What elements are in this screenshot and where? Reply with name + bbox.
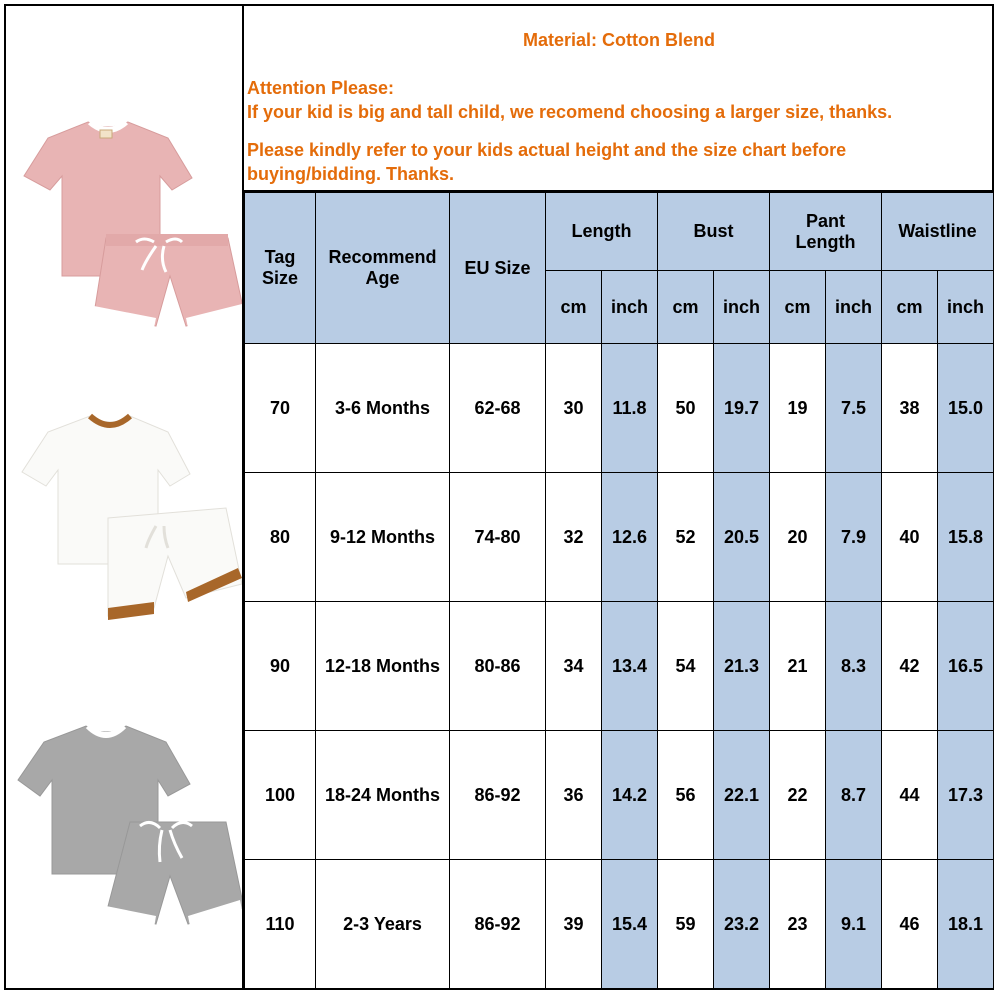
product-images-panel <box>4 4 244 990</box>
header-pant-length: Pant Length <box>770 193 882 271</box>
length-inch-cell: 15.4 <box>602 860 658 989</box>
pink-outfit-icon <box>10 110 242 336</box>
age-cell: 2-3 Years <box>316 860 450 989</box>
waist-cm-cell: 44 <box>882 731 938 860</box>
header-unit-inch: inch <box>938 271 994 344</box>
bust-cm-cell: 52 <box>658 473 714 602</box>
eu-size-cell: 74-80 <box>450 473 546 602</box>
attention-title: Attention Please: <box>247 78 395 98</box>
header-tag-size: Tag Size <box>245 193 316 344</box>
waist-cm-cell: 46 <box>882 860 938 989</box>
pant-cm-cell: 20 <box>770 473 826 602</box>
bust-inch-cell: 22.1 <box>714 731 770 860</box>
waist-cm-cell: 38 <box>882 344 938 473</box>
bust-cm-cell: 59 <box>658 860 714 989</box>
age-cell: 12-18 Months <box>316 602 450 731</box>
header-eu-size: EU Size <box>450 193 546 344</box>
table-row <box>245 860 994 989</box>
refer-line-1: Please kindly refer to your kids actual height and the size chart before <box>247 140 847 160</box>
material-title: Material: Cotton Blend <box>523 30 715 50</box>
attention-text: If your kid is big and tall child, we recomend choosing a larger size, thanks. <box>247 102 893 122</box>
table-row <box>245 344 994 473</box>
white-brown-outfit-icon <box>8 408 242 630</box>
attention-notice <box>247 76 892 124</box>
length-cm-cell: 39 <box>546 860 602 989</box>
bust-inch-cell: 21.3 <box>714 602 770 731</box>
length-inch-cell: 11.8 <box>602 344 658 473</box>
waist-inch-cell: 17.3 <box>938 731 994 860</box>
bust-cm-cell: 54 <box>658 602 714 731</box>
tag-size-cell: 100 <box>245 731 316 860</box>
length-cm-cell: 32 <box>546 473 602 602</box>
waist-cm-cell: 42 <box>882 602 938 731</box>
waist-inch-cell: 18.1 <box>938 860 994 989</box>
pant-inch-cell: 7.5 <box>826 344 882 473</box>
refer-line-2: buying/bidding. Thanks. <box>247 164 454 184</box>
pant-inch-cell: 9.1 <box>826 860 882 989</box>
length-inch-cell: 14.2 <box>602 731 658 860</box>
header-waistline: Waistline <box>882 193 994 271</box>
header-recommend-age: Recommend Age <box>316 193 450 344</box>
header-unit-inch: inch <box>826 271 882 344</box>
waist-inch-cell: 16.5 <box>938 602 994 731</box>
waist-cm-cell: 40 <box>882 473 938 602</box>
header-unit-cm: cm <box>882 271 938 344</box>
tag-size-cell: 110 <box>245 860 316 989</box>
header-unit-cm: cm <box>770 271 826 344</box>
size-chart-notice <box>247 138 977 186</box>
bust-inch-cell: 19.7 <box>714 344 770 473</box>
eu-size-cell: 80-86 <box>450 602 546 731</box>
waist-inch-cell: 15.0 <box>938 344 994 473</box>
pant-cm-cell: 21 <box>770 602 826 731</box>
bust-cm-cell: 56 <box>658 731 714 860</box>
table-row <box>245 473 994 602</box>
table-row <box>245 602 994 731</box>
length-inch-cell: 13.4 <box>602 602 658 731</box>
bust-cm-cell: 50 <box>658 344 714 473</box>
pant-inch-cell: 7.9 <box>826 473 882 602</box>
pant-inch-cell: 8.3 <box>826 602 882 731</box>
length-cm-cell: 34 <box>546 602 602 731</box>
eu-size-cell: 86-92 <box>450 731 546 860</box>
age-cell: 18-24 Months <box>316 731 450 860</box>
header-unit-cm: cm <box>546 271 602 344</box>
length-cm-cell: 36 <box>546 731 602 860</box>
tag-size-cell: 90 <box>245 602 316 731</box>
waist-inch-cell: 15.8 <box>938 473 994 602</box>
pant-cm-cell: 23 <box>770 860 826 989</box>
header-bust: Bust <box>658 193 770 271</box>
tag-size-cell: 80 <box>245 473 316 602</box>
header-unit-inch: inch <box>714 271 770 344</box>
bust-inch-cell: 23.2 <box>714 860 770 989</box>
gray-outfit-icon <box>12 718 242 936</box>
header-unit-cm: cm <box>658 271 714 344</box>
eu-size-cell: 62-68 <box>450 344 546 473</box>
tag-size-cell: 70 <box>245 344 316 473</box>
age-cell: 9-12 Months <box>316 473 450 602</box>
length-cm-cell: 30 <box>546 344 602 473</box>
header-length: Length <box>546 193 658 271</box>
size-chart-table <box>244 192 994 989</box>
header-unit-inch: inch <box>602 271 658 344</box>
age-cell: 3-6 Months <box>316 344 450 473</box>
info-box <box>244 4 994 192</box>
pant-inch-cell: 8.7 <box>826 731 882 860</box>
bust-inch-cell: 20.5 <box>714 473 770 602</box>
eu-size-cell: 86-92 <box>450 860 546 989</box>
pant-cm-cell: 19 <box>770 344 826 473</box>
pant-cm-cell: 22 <box>770 731 826 860</box>
length-inch-cell: 12.6 <box>602 473 658 602</box>
table-row <box>245 731 994 860</box>
